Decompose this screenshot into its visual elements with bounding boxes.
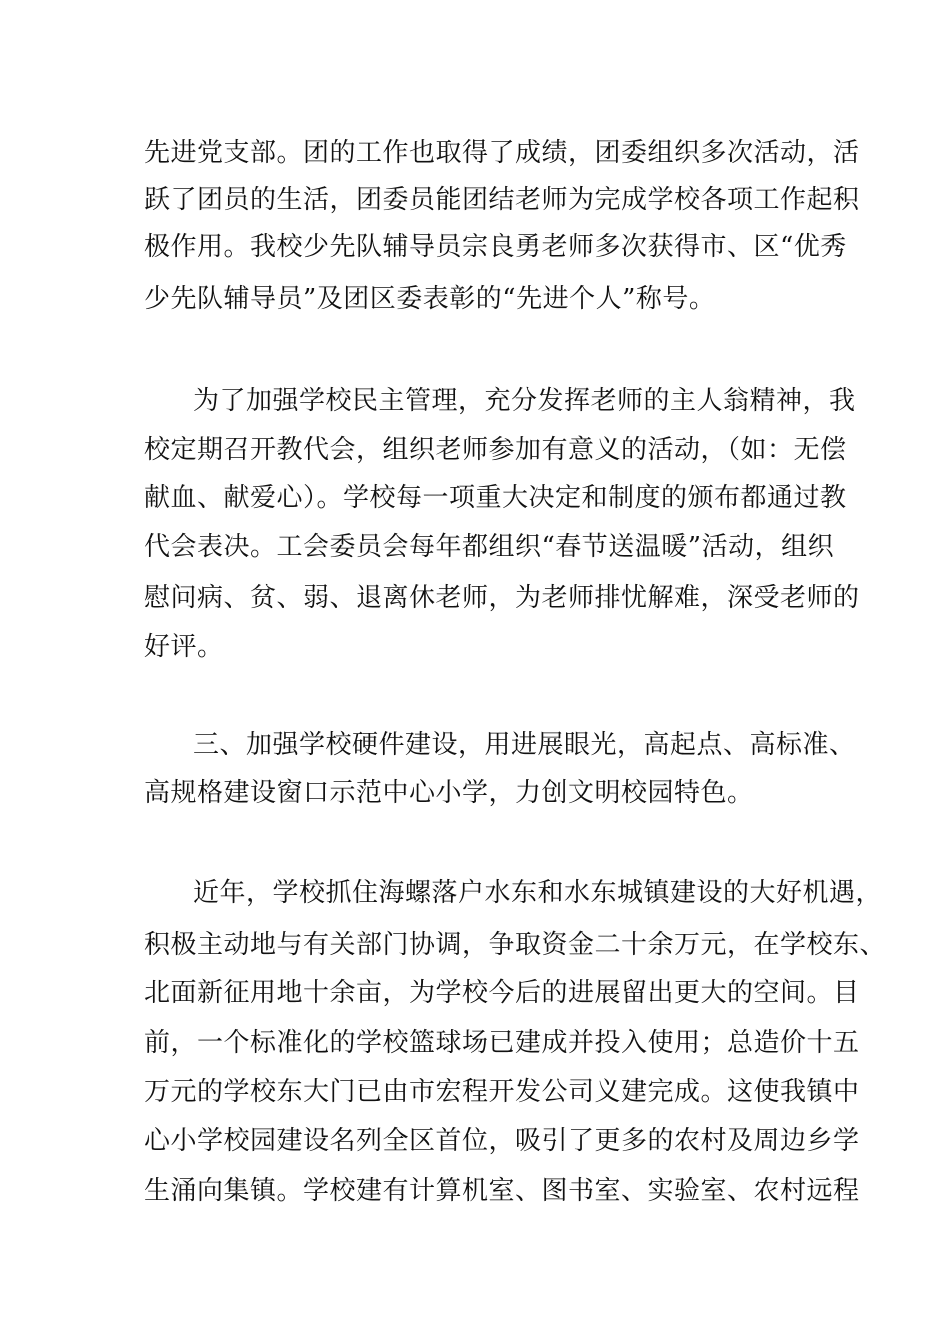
- paragraph-4-line-1: 近年，学校抓住海螺落户水东和水东城镇建设的大好机遇，: [193, 878, 883, 908]
- paragraph-1-line-3: 极作用。我校少先队辅导员宗良勇老师多次获得市、区“优秀: [144, 232, 847, 262]
- paragraph-1-line-1: 先进党支部。团的工作也取得了成绩，团委组织多次活动，活: [144, 138, 860, 168]
- paragraph-2-line-1: 为了加强学校民主管理，充分发挥老师的主人翁精神，我: [193, 386, 856, 416]
- paragraph-2-line-6: 好评。: [144, 632, 224, 662]
- paragraph-1-line-4: 少先队辅导员”及团区委表彰的“先进个人”称号。: [144, 284, 716, 314]
- paragraph-3-line-2: 高规格建设窗口示范中心小学，力创文明校园特色。: [144, 778, 754, 808]
- paragraph-4-line-3: 北面新征用地十余亩，为学校今后的进展留出更大的空间。目: [144, 978, 860, 1008]
- paragraph-2-line-2: 校定期召开教代会，组织老师参加有意义的活动，（如：无偿: [144, 435, 847, 465]
- paragraph-1-line-2: 跃了团员的生活，团委员能团结老师为完成学校各项工作起积: [144, 185, 860, 215]
- paragraph-2-line-3: 献血、献爱心）。学校每一项重大决定和制度的颁布都通过教: [144, 483, 847, 513]
- paragraph-2-line-5: 慰问病、贫、弱、退离休老师，为老师排忧解难，深受老师的: [144, 583, 860, 613]
- paragraph-4-line-7: 生涌向集镇。学校建有计算机室、图书室、实验室、农村远程: [144, 1176, 860, 1206]
- paragraph-4-line-4: 前，一个标准化的学校篮球场已建成并投入使用；总造价十五: [144, 1028, 860, 1058]
- paragraph-4-line-6: 心小学校园建设名列全区首位，吸引了更多的农村及周边乡学: [144, 1126, 860, 1156]
- paragraph-3-line-1: 三、加强学校硬件建设，用进展眼光，高起点、高标准、: [193, 730, 856, 760]
- paragraph-2-line-4: 代会表决。工会委员会每年都组织“春节送温暖”活动，组织: [144, 532, 835, 562]
- paragraph-4-line-5: 万元的学校东大门已由市宏程开发公司义建完成。这使我镇中: [144, 1077, 860, 1107]
- paragraph-4-line-2: 积极主动地与有关部门协调，争取资金二十余万元，在学校东、: [144, 930, 887, 960]
